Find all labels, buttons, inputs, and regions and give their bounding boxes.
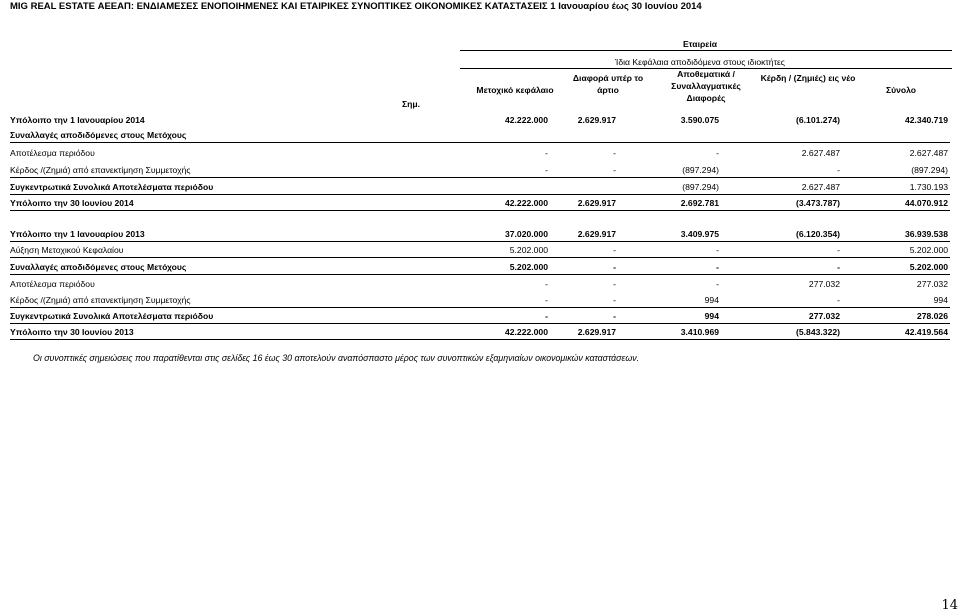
share-premium-value: -	[613, 148, 616, 158]
row-label: Συναλλαγές αποδιδόμενες στους Μετόχους	[10, 262, 187, 272]
reserves-value: 3.410.969	[680, 327, 719, 337]
row-label: Συγκεντρωτικά Συνολικά Αποτελέσματα περιόδου	[10, 182, 214, 192]
retained-earnings-value: -	[837, 295, 840, 305]
reserves-value: -	[716, 279, 719, 289]
share-capital-value: 5.202.000	[509, 262, 548, 272]
retained-earnings-value: -	[837, 262, 840, 272]
share-capital-value: 37.020.000	[504, 229, 548, 239]
header-share-capital: Μετοχικό κεφάλαιο	[476, 85, 554, 95]
total-value: 42.340.719	[904, 115, 948, 125]
retained-earnings-value: (6.101.274)	[796, 115, 840, 125]
page-number: 14	[941, 598, 958, 613]
table-row	[10, 310, 950, 323]
table-row	[10, 197, 950, 210]
row-label: Συγκεντρωτικά Συνολικά Αποτελέσματα περιόδου	[10, 311, 214, 321]
retained-earnings-value: 2.627.487	[801, 182, 840, 192]
row-label: Συναλλαγές αποδιδόμενες στους Μετόχους	[10, 130, 187, 140]
row-label: Αποτέλεσμα περιόδου	[10, 148, 95, 158]
share-capital-value: 42.222.000	[504, 327, 548, 337]
total-value: 994	[933, 295, 948, 305]
row-label: Υπόλοιπο την 30 Ιουνίου 2013	[10, 327, 134, 337]
retained-earnings-value: 277.032	[808, 311, 840, 321]
row-label: Υπόλοιπο την 1 Ιανουαρίου 2013	[10, 229, 145, 239]
share-capital-value: 42.222.000	[504, 115, 548, 125]
row-label: Υπόλοιπο την 30 Ιουνίου 2014	[10, 198, 134, 208]
table-row	[10, 278, 950, 291]
share-premium-value: 2.629.917	[577, 115, 616, 125]
table-row	[10, 244, 950, 257]
total-value: (897.294)	[911, 165, 948, 175]
row-label: Κέρδος /(Ζημιά) από επανεκτίμηση Συμμετοχής	[10, 295, 191, 305]
reserves-value: 994	[704, 311, 719, 321]
retained-earnings-value: (6.120.354)	[796, 229, 840, 239]
header-retained-earnings: Κέρδη / (Ζημιές) εις νέο	[760, 73, 856, 83]
retained-earnings-value: -	[837, 245, 840, 255]
share-premium-value: 2.629.917	[577, 327, 616, 337]
total-value: 2.627.487	[909, 148, 948, 158]
total-value: 42.419.564	[904, 327, 948, 337]
table-row	[10, 164, 950, 177]
header-company: Εταιρεία	[682, 39, 718, 49]
retained-earnings-value: (3.473.787)	[796, 198, 840, 208]
share-capital-value: 42.222.000	[504, 198, 548, 208]
reserves-value: 3.590.075	[680, 115, 719, 125]
reserves-value: 994	[704, 295, 719, 305]
reserves-value: -	[716, 262, 719, 272]
header-company-rule	[460, 50, 952, 51]
total-value: 44.070.912	[904, 198, 948, 208]
total-value: 277.032	[916, 279, 948, 289]
total-value: 5.202.000	[909, 262, 948, 272]
table-row	[10, 114, 950, 127]
share-capital-value: -	[545, 148, 548, 158]
share-capital-value: 5.202.000	[509, 245, 548, 255]
header-reserves: Αποθεματικά /Συναλλαγματικές Διαφορές	[671, 69, 741, 103]
share-premium-value: 2.629.917	[577, 198, 616, 208]
table-row	[10, 228, 950, 241]
header-note: Σημ.	[401, 99, 421, 109]
share-premium-value: -	[613, 245, 616, 255]
reserves-value: 3.409.975	[680, 229, 719, 239]
reserves-value: -	[716, 148, 719, 158]
share-premium-value: -	[613, 311, 616, 321]
reserves-value: 2.692.781	[680, 198, 719, 208]
retained-earnings-value: 2.627.487	[801, 148, 840, 158]
header-share-premium: Διαφορά υπέρ το άρτιο	[572, 73, 644, 95]
share-premium-value: -	[613, 165, 616, 175]
share-premium-value: -	[613, 295, 616, 305]
header-equity-group: Ίδια Κεφάλαια αποδιδόμενα στους ιδιοκτήτες	[615, 57, 785, 67]
retained-earnings-value: -	[837, 165, 840, 175]
table-row	[10, 181, 950, 194]
total-value: 278.026	[916, 311, 948, 321]
share-capital-value: -	[545, 295, 548, 305]
row-label: Αύξηση Μετοχικού Κεφαλαίου	[10, 245, 124, 255]
table-row	[10, 261, 950, 274]
table-row	[10, 129, 950, 142]
document-title: MIG REAL ESTATE ΑΕΕΑΠ: ΕΝΔΙΑΜΕΣΕΣ ΕΝΟΠΟΙΗΜΕΝΕΣ ΚΑΙ ΕΤΑΙΡΙΚΕΣ ΣΥΝΟΠΤΙΚΕΣ ΟΙΚΟΝΟΜΙΚΕΣ ΚΑΤΑΣΤΑΣΕΙΣ 1 Ιανουαρίου έως 30 Ιουνίου 2014	[10, 1, 702, 12]
total-value: 36.939.538	[904, 229, 948, 239]
reserves-value: -	[716, 245, 719, 255]
share-premium-value: -	[613, 279, 616, 289]
row-label: Υπόλοιπο την 1 Ιανουαρίου 2014	[10, 115, 145, 125]
share-premium-value: -	[613, 262, 616, 272]
footnote: Οι συνοπτικές σημειώσεις που παρατίθενται στις σελίδες 16 έως 30 αποτελούν αναπόσπαστο μέρος των συνοπτικών εξαμηνιαίων οικονομικών καταστάσεων.	[33, 353, 640, 363]
row-label: Αποτέλεσμα περιόδου	[10, 279, 95, 289]
reserves-value: (897.294)	[682, 182, 719, 192]
row-label: Κέρδος /(Ζημιά) από επανεκτίμηση Συμμετοχής	[10, 165, 191, 175]
total-value: 1.730.193	[909, 182, 948, 192]
total-value: 5.202.000	[909, 245, 948, 255]
share-capital-value: -	[545, 165, 548, 175]
retained-earnings-value: 277.032	[808, 279, 840, 289]
share-premium-value: 2.629.917	[577, 229, 616, 239]
table-row	[10, 326, 950, 339]
table-row	[10, 294, 950, 307]
table-row	[10, 147, 950, 160]
reserves-value: (897.294)	[682, 165, 719, 175]
share-capital-value: -	[545, 311, 548, 321]
retained-earnings-value: (5.843.322)	[796, 327, 840, 337]
share-capital-value: -	[545, 279, 548, 289]
header-total: Σύνολο	[885, 85, 917, 95]
